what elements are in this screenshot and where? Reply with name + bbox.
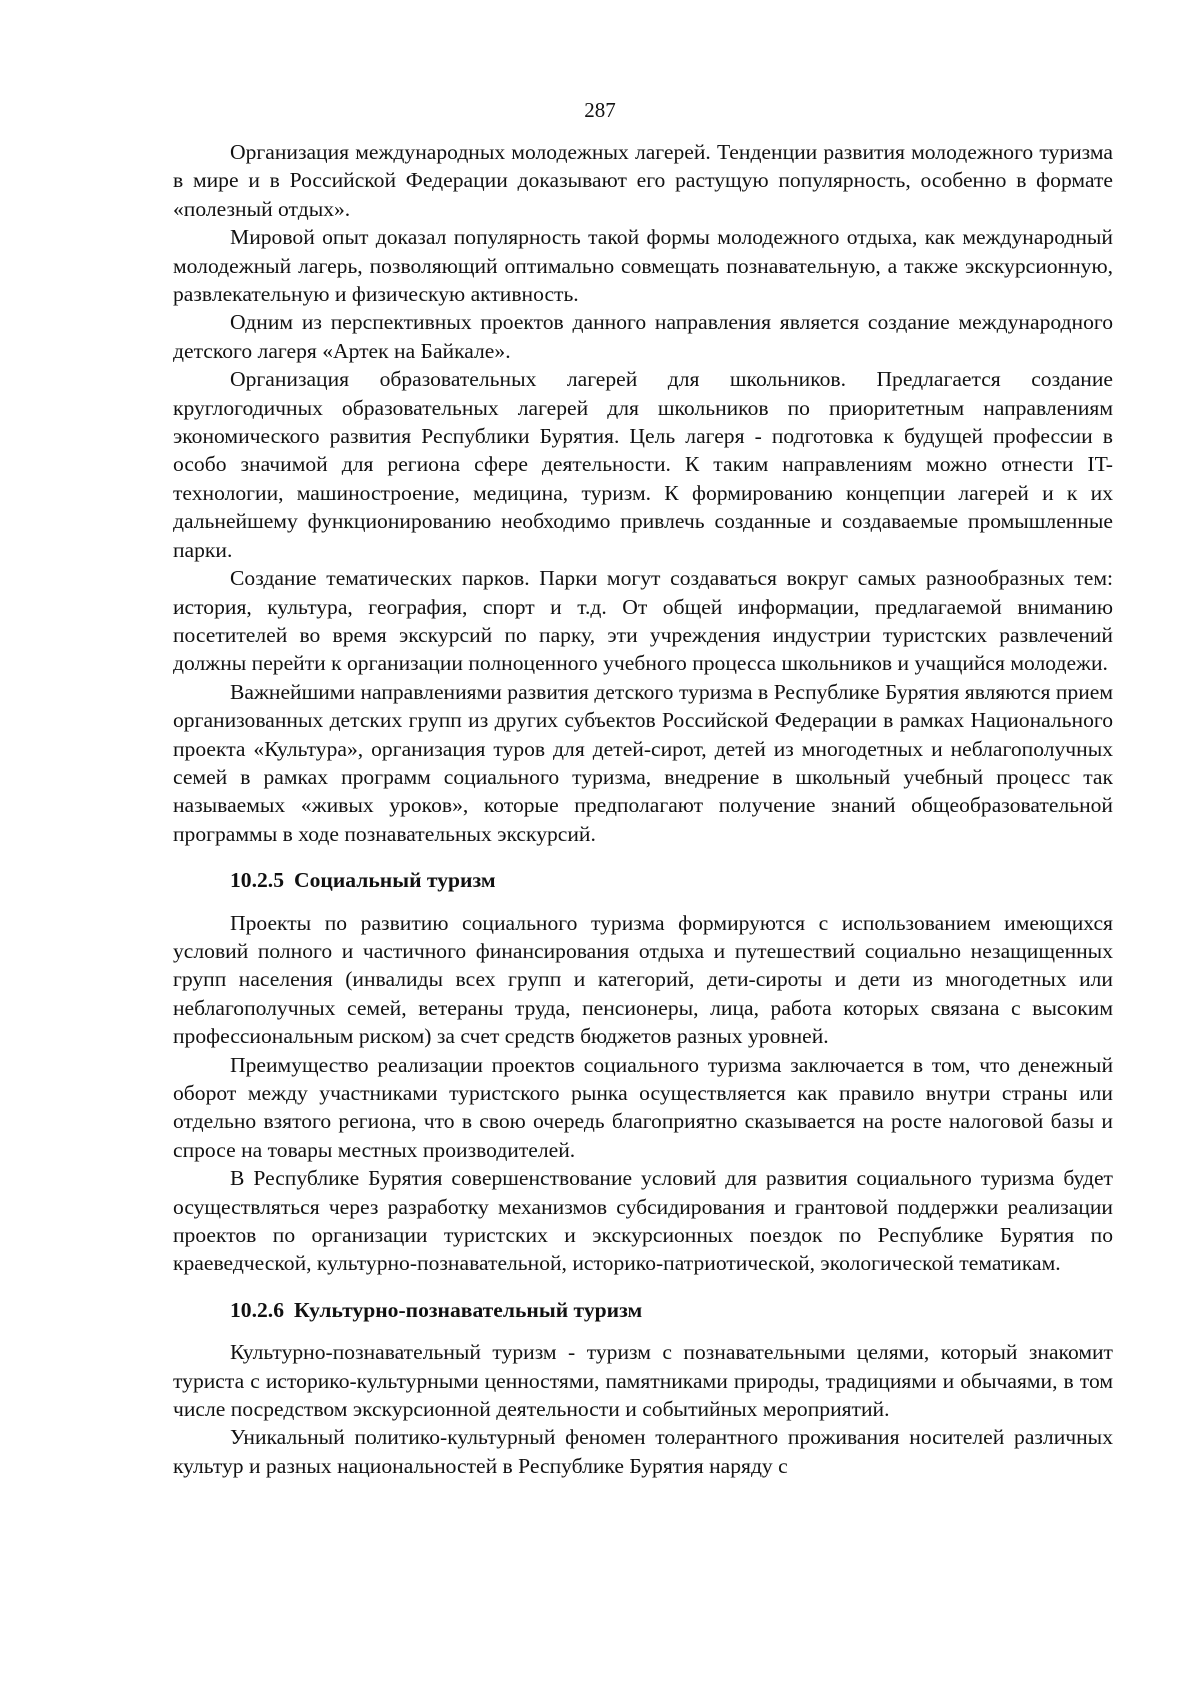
- section-heading-cultural-tourism: [173, 1296, 1113, 1324]
- paragraph: В Республике Бурятия совершенствование условий для развития социального туризма будет осуществляться через разработку механизмов субсидирования и грантовой поддержки реализации проектов по организации туристских и экскурсионных поездок по Республике Бурятия по краеведческой, культурно-познавательной, историко-патриотической, экологической тематикам.: [173, 1166, 1113, 1276]
- paragraph: Важнейшими направлениями развития детского туризма в Республике Бурятия являются прием организованных детских групп из других субъектов Российской Федерации в рамках Национального проекта «Культура», организация туров для детей-сирот, детей из многодетных и неблагополучных семей в рамках программ социального туризма, внедрение в школьный учебный процесс так называемых «живых уроков», которые предполагают получение знаний общеобразовательной программы в ходе познавательных экскурсий.: [173, 679, 1113, 846]
- paragraph: Создание тематических парков. Парки могут создаваться вокруг самых разнообразных тем: история, культура, география, спорт и т.д. От общей информации, предлагаемой вниманию посетителей во время экскурсий по парку, эти учреждения индустрии туристских развлечений должны перейти к организации полноценного учебного процесса школьников и учащийся молодежи.: [173, 566, 1113, 676]
- paragraph: Организация образовательных лагерей для школьников. Предлагается создание круглогодичных образовательных лагерей для школьников по приоритетным направлениям экономического развития Республики Бурятия. Цель лагеря - подготовка к будущей профессии в особо значимой для региона сфере деятельности. К таким направлениям можно отнести IT-технологии, машиностроение, медицина, туризм. К формированию концепции лагерей и к их дальнейшему функционированию необходимо привлечь созданные и создаваемые промышленные парки.: [173, 367, 1113, 562]
- section-title: Социальный туризм: [293, 868, 496, 893]
- paragraph: Проекты по развитию социального туризма формируются с использованием имеющихся условий полного и частичного финансирования отдыха и путешествий социально незащищенных групп населения (инвалиды всех групп и категорий, дети-сироты и дети из многодетных или неблагополучных семей, ветераны труда, пенсионеры, лица, работа которых связана с высоким профессиональным риском) за счет средств бюджетов разных уровней.: [173, 910, 1113, 1049]
- section-number: 10.2.5: [230, 868, 284, 893]
- paragraph: Мировой опыт доказал популярность такой формы молодежного отдыха, как международный молодежный лагерь, позволяющий оптимально совмещать познавательную, а также экскурсионную, развлекательную и физическую активность.: [173, 225, 1113, 307]
- paragraph: Преимущество реализации проектов социального туризма заключается в том, что денежный оборот между участниками туристского рынка осуществляется как правило внутри страны или отдельно взятого региона, что в свою очередь благоприятно сказывается на росте налоговой базы и спросе на товары местных производителей.: [173, 1052, 1113, 1162]
- paragraph: Одним из перспективных проектов данного направления является создание международного детского лагеря «Артек на Байкале».: [173, 310, 1113, 363]
- paragraph: Организация международных молодежных лагерей. Тенденции развития молодежного туризма в мире и в Российской Федерации доказывают его растущую популярность, особенно в формате «полезный отдых».: [173, 140, 1113, 221]
- section-number: 10.2.6: [230, 1297, 284, 1322]
- paragraph: Уникальный политико-культурный феномен толерантного проживания носителей различных культур и разных национальностей в Республике Бурятия наряду с: [173, 1425, 1113, 1478]
- paragraph: Культурно-познавательный туризм - туризм с познавательными целями, который знакомит туриста с историко-культурными ценностями, памятниками природы, традициями и обычаями, в том числе посредством экскурсионной деятельности и событийных мероприятий.: [173, 1340, 1113, 1422]
- page-number: 287: [584, 98, 616, 122]
- section-title: Культурно-познавательный туризм: [293, 1297, 643, 1322]
- page-body: [173, 138, 1113, 1480]
- section-heading-social-tourism: [173, 866, 1113, 894]
